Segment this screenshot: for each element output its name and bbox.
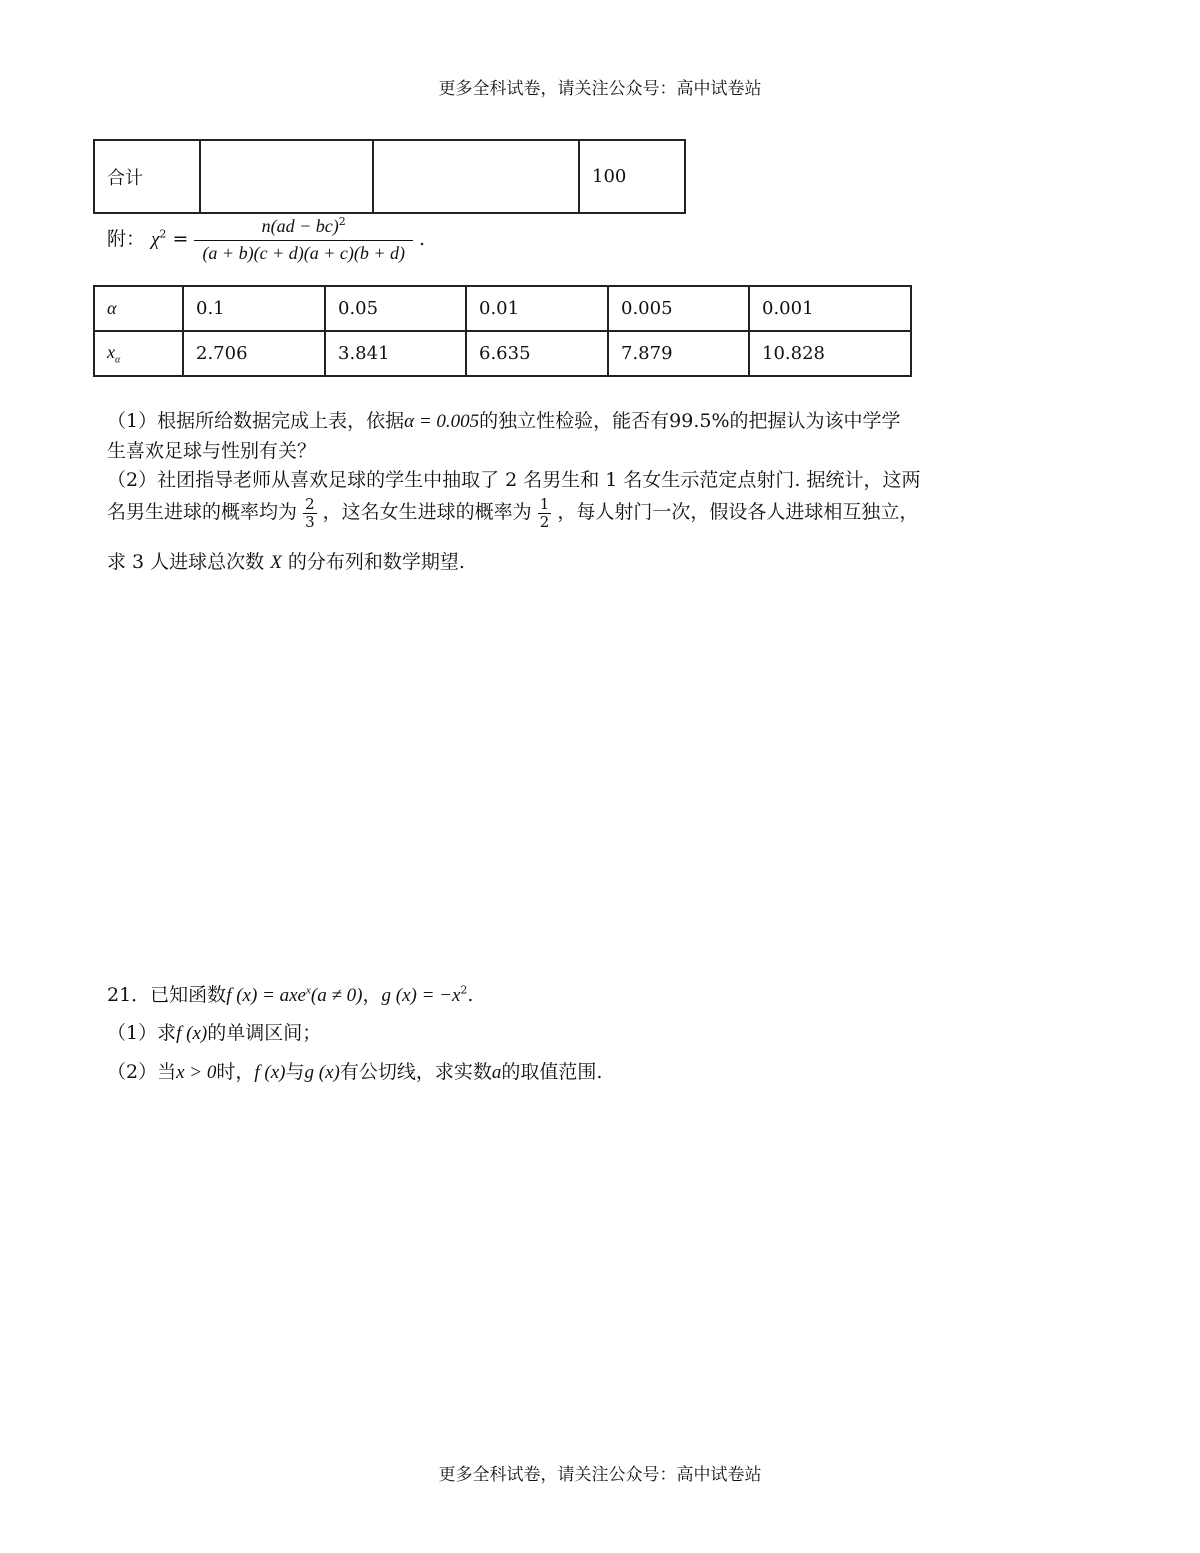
- table-cell: [200, 140, 373, 213]
- table-cell: 0.005: [608, 286, 749, 331]
- page-header: 更多全科试卷，请关注公众号：高中试卷站: [438, 79, 762, 99]
- q21-part2: （2）当x > 0时，f (x)与g (x)有公切线，求实数a的取值范围.: [107, 1061, 603, 1083]
- table-cell: 0.1: [183, 286, 325, 331]
- table-cell: 3.841: [325, 331, 466, 376]
- table-cell: 6.635: [466, 331, 608, 376]
- table-cell: [373, 140, 579, 213]
- table-cell: 0.05: [325, 286, 466, 331]
- formula-numerator-sup: 2: [338, 215, 346, 228]
- formula-suffix: .: [419, 227, 426, 250]
- q20-part2-line2: 名男生进球的概率均为 $\frac{2}{3}$ ，这名女生进球的概率为 $\frac{1}{2}$ ，每人射门一次，假设各人进球相互独立，: [107, 495, 919, 531]
- formula-lhs: χ: [151, 228, 160, 250]
- critical-value-table: [93, 285, 912, 377]
- table-cell: 10.828: [749, 331, 911, 376]
- formula-denominator: (a + b)(c + d)(a + c)(b + d): [202, 242, 405, 263]
- table-cell-total-label: 合计: [94, 140, 200, 213]
- table-header-alpha: α: [94, 286, 183, 331]
- formula-prefix: 附：: [107, 227, 146, 250]
- table-row: [94, 140, 685, 213]
- table-cell: 0.001: [749, 286, 911, 331]
- table-header-x-alpha: $x_\alpha$: [94, 331, 183, 376]
- table-cell: 7.879: [608, 331, 749, 376]
- q21-part1: （1）求f (x)的单调区间；: [107, 1022, 322, 1044]
- formula-lhs-sup: 2: [159, 227, 167, 241]
- contingency-table-total-row: [93, 139, 686, 214]
- table-cell: 2.706: [183, 331, 325, 376]
- fraction-two-thirds: $\frac{2}{3}$: [305, 495, 315, 531]
- formula-fraction: [194, 216, 413, 264]
- page-footer: 更多全科试卷，请关注公众号：高中试卷站: [438, 1465, 762, 1485]
- q21-stem: 21．已知函数f (x) = axe$^x$(a ≠ 0)，g $(x) = -x^2$.: [107, 983, 474, 1006]
- table-row: [94, 286, 911, 331]
- fraction-one-half: $\frac{1}{2}$: [539, 495, 550, 531]
- table-row: [94, 331, 911, 376]
- q20-part2-line1: （2）社团指导老师从喜欢足球的学生中抽取了 2 名男生和 1 名女生示范定点射门. 据统计，这两: [107, 469, 921, 491]
- q20-part2-line3: 求 3 人进球总次数 X 的分布列和数学期望.: [107, 551, 465, 573]
- table-cell-total-value: 100: [579, 140, 685, 213]
- q20-part1-line1: （1）根据所给数据完成上表，依据α = 0.005的独立性检验，能否有99.5%的把握认为该中学学: [107, 410, 901, 432]
- table-cell: 0.01: [466, 286, 608, 331]
- q20-part1-line2: 生喜欢足球与性别有关？: [107, 440, 317, 462]
- formula-numerator: n(ad − bc): [261, 216, 339, 236]
- chi-square-formula: 附： $\chi^2$ = $\frac{n(ad - bc)^2}{(a + b)(c + d)(a + c)(b + d)}$ .: [107, 215, 426, 263]
